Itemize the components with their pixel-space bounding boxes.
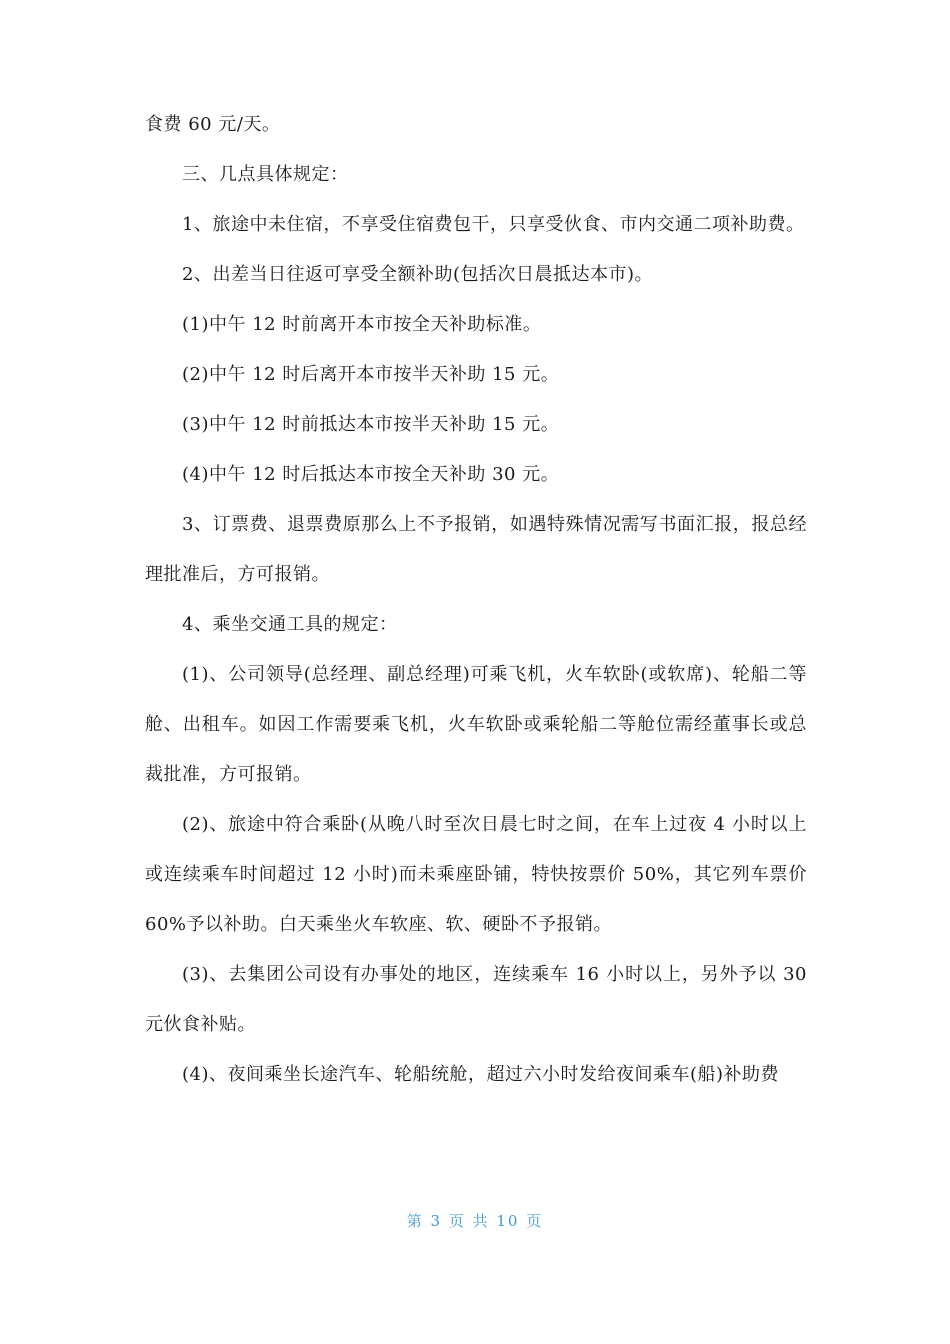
heading-specific-rules: 三、几点具体规定： [182,164,349,185]
paragraph-rule-1: 1、旅途中未住宿，不享受住宿费包干，只享受伙食、市内交通二项补助费。 [182,214,805,235]
paragraph-rule-2: 2、出差当日往返可享受全额补助(包括次日晨抵达本市)。 [182,264,653,285]
paragraph-rule-4: 4、乘坐交通工具的规定： [182,614,398,635]
paragraph-meal-fee: 食费 60 元/天。 [145,114,281,135]
paragraph-rule-4-item-1: (1)、公司领导(总经理、副总经理)可乘飞机，火车软卧(或软席)、轮船二等舱、出租车。如因工作需要乘飞机，火车软卧或乘轮船二等舱位需经董事长或总裁批准，方可报销。 [145,664,807,785]
paragraph-rule-4-item-2: (2)、旅途中符合乘卧(从晚八时至次日晨七时之间，在车上过夜 4 小时以上或连续乘车时间超过 12 小时)而未乘座卧铺，特快按票价 50%，其它列车票价 60%予以补助。白天乘坐火车软座、软、硬卧不予报销。 [145,814,807,935]
document-body [145,100,807,1100]
paragraph-rule-2-item-2: (2)中午 12 时后离开本市按半天补助 15 元。 [182,364,560,385]
paragraph-rule-4-item-4: (4)、夜间乘坐长途汽车、轮船统舱，超过六小时发给夜间乘车(船)补助费 [182,1064,780,1085]
paragraph-rule-4-item-3: (3)、去集团公司设有办事处的地区，连续乘车 16 小时以上，另外予以 30 元伙食补贴。 [145,964,807,1035]
paragraph-rule-3: 3、订票费、退票费原那么上不予报销，如遇特殊情况需写书面汇报，报总经理批准后，方可报销。 [145,514,807,585]
page-number-footer: 第 3 页 共 10 页 [406,1212,544,1230]
paragraph-rule-2-item-1: (1)中午 12 时前离开本市按全天补助标准。 [182,314,542,335]
paragraph-rule-2-item-3: (3)中午 12 时前抵达本市按半天补助 15 元。 [182,414,560,435]
paragraph-rule-2-item-4: (4)中午 12 时后抵达本市按全天补助 30 元。 [182,464,560,485]
